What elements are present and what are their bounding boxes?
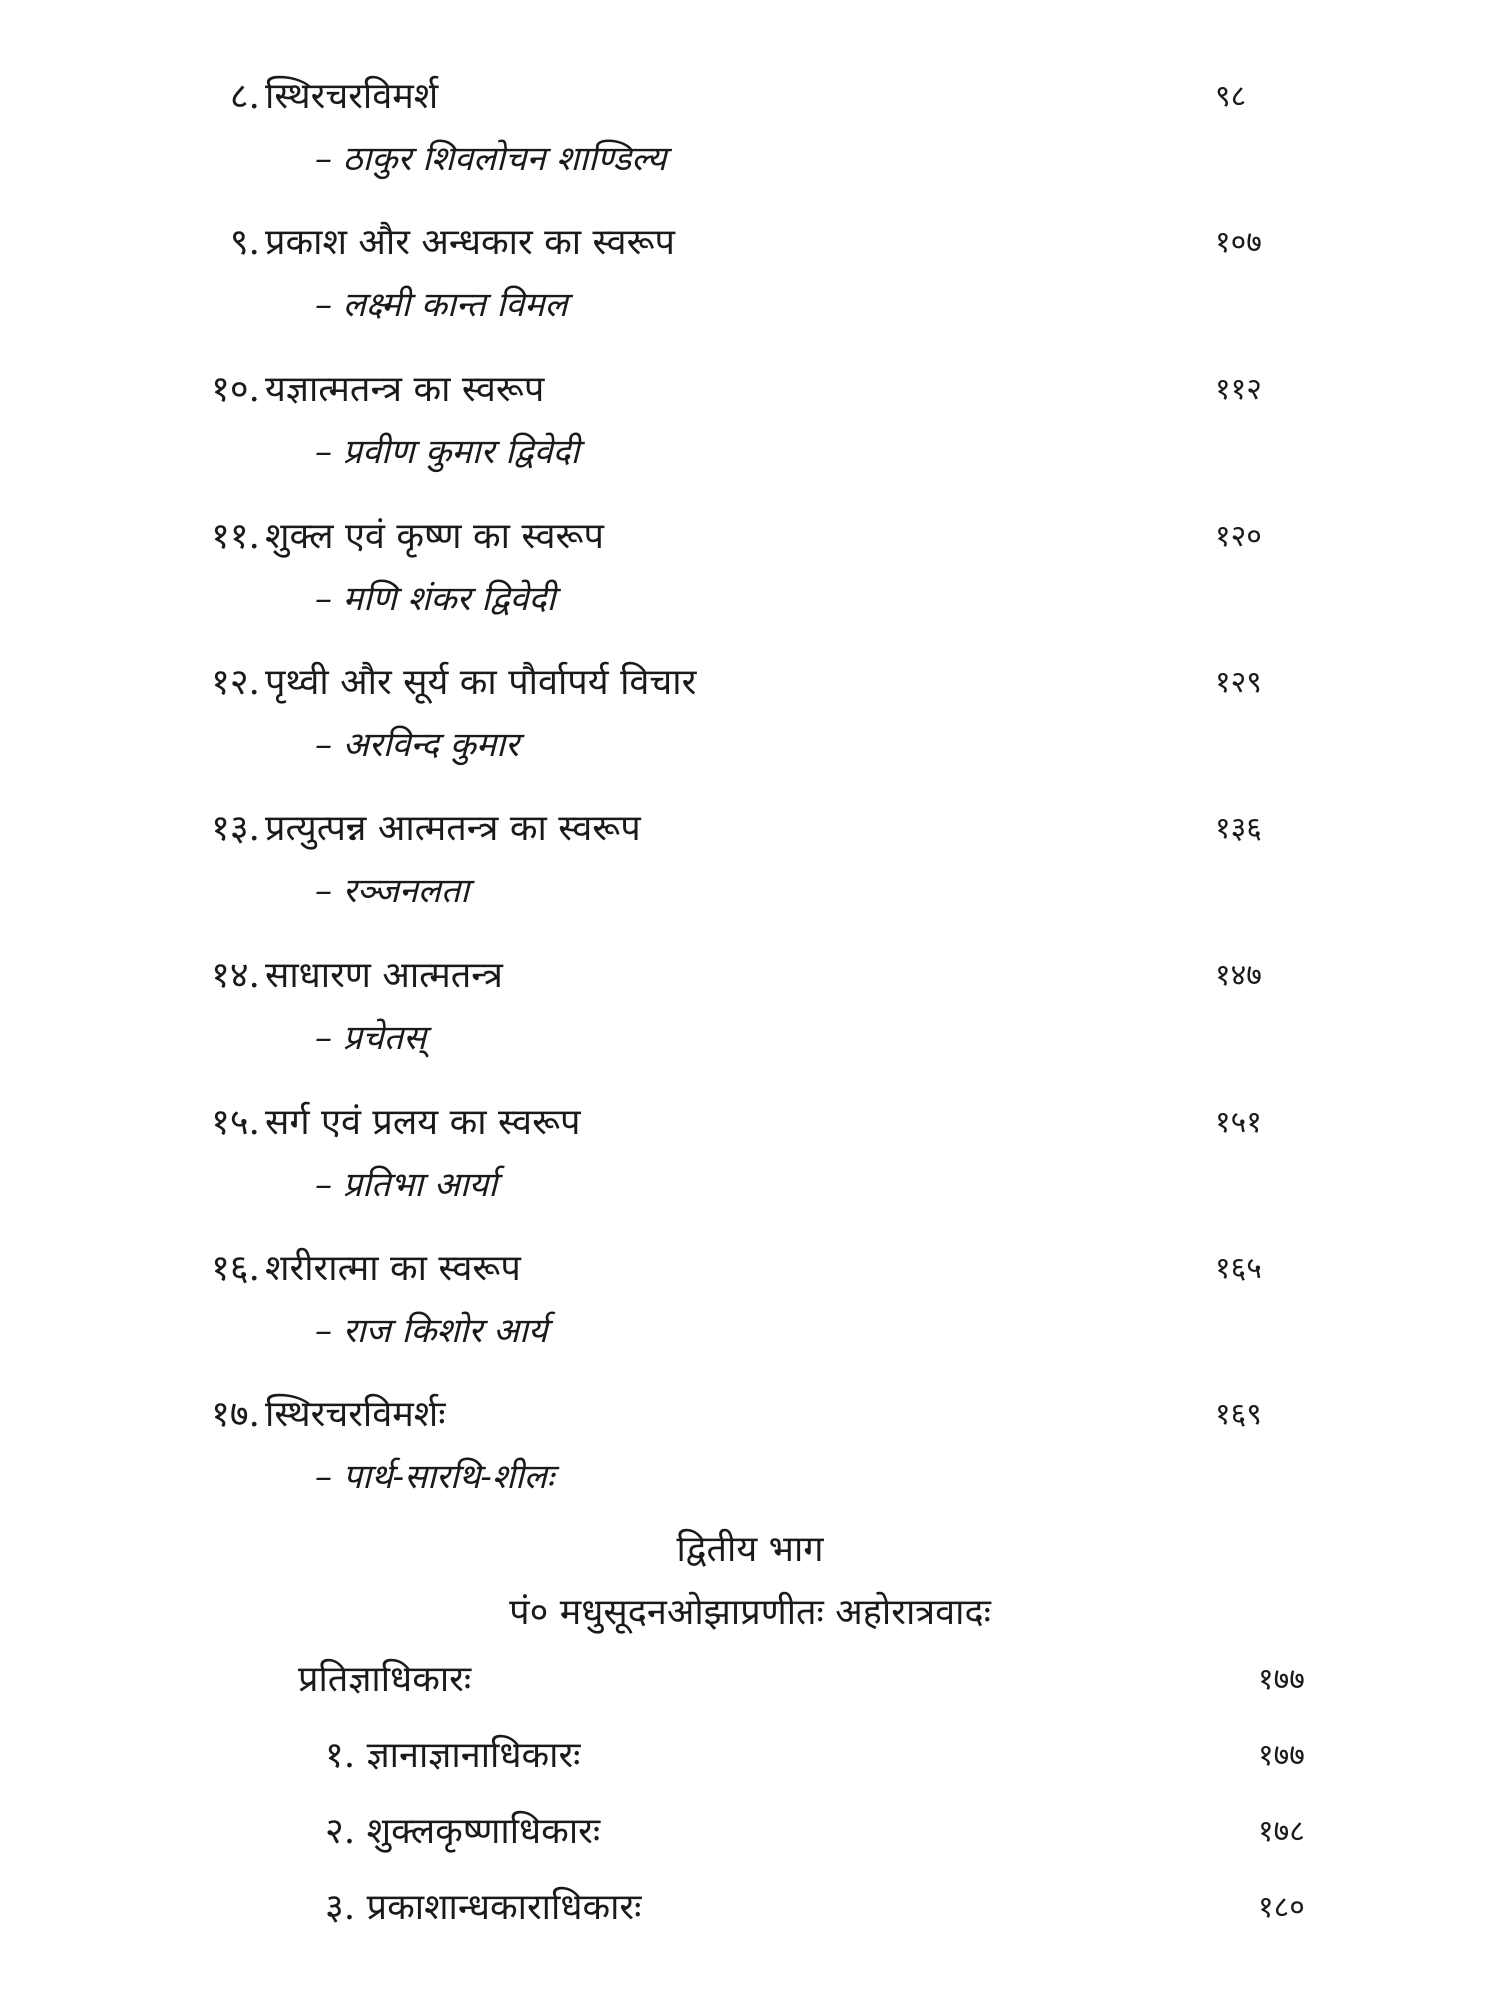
- entry-number: ८.: [229, 76, 260, 117]
- entry-number: १२.: [211, 662, 260, 703]
- sub-entry-page-number: १७७: [1258, 1738, 1305, 1773]
- entry-number: १७.: [211, 1394, 260, 1435]
- entry-title: सर्ग एवं प्रलय का स्वरूप: [265, 1102, 581, 1143]
- entry-number: १५.: [211, 1102, 260, 1143]
- sub-entry-page-number: १७७: [1258, 1662, 1305, 1697]
- entry-author: – राज किशोर आर्य: [315, 1311, 548, 1351]
- sub-entry-title: १. ज्ञानाज्ञानाधिकारः: [325, 1735, 581, 1776]
- entry-number: १३.: [211, 808, 260, 849]
- sub-entry-1: [0, 1731, 1500, 1791]
- entry-title: प्रत्युत्पन्न आत्मतन्त्र का स्वरूप: [265, 808, 641, 849]
- sub-entry-3: [0, 1883, 1500, 1943]
- entry-author: – लक्ष्मी कान्त विमल: [315, 285, 568, 325]
- entry-number: १६.: [211, 1248, 260, 1289]
- section-subheading: पं० मधुसूदनओझाप्रणीतः अहोरात्रवादः: [509, 1592, 991, 1633]
- entry-page-number: १६९: [1215, 1397, 1262, 1432]
- entry-title: पृथ्वी और सूर्य का पौर्वापर्य विचार: [265, 662, 697, 703]
- toc-entry-15: [0, 1098, 1500, 1238]
- entry-page-number: १२०: [1215, 519, 1262, 554]
- entry-page-number: १३६: [1215, 811, 1262, 846]
- entry-title: स्थिरचरविमर्श: [265, 76, 439, 117]
- entry-page-number: ९८: [1215, 79, 1247, 114]
- toc-entry-10: [0, 365, 1500, 505]
- sub-entry-pratijna: [0, 1655, 1500, 1715]
- entry-author: – मणि शंकर द्विवेदी: [315, 579, 556, 619]
- toc-entry-17: [0, 1390, 1500, 1530]
- sub-entry-title: २. शुक्लकृष्णाधिकारः: [325, 1811, 601, 1852]
- toc-entry-13: [0, 804, 1500, 944]
- section-heading: द्वितीय भाग: [676, 1529, 824, 1570]
- entry-title: प्रकाश और अन्धकार का स्वरूप: [265, 222, 675, 263]
- entry-author: – प्रवीण कुमार द्विवेदी: [315, 432, 580, 472]
- entry-number: १०.: [211, 369, 260, 410]
- entry-page-number: ११२: [1215, 372, 1262, 407]
- entry-author: – प्रतिभा आर्या: [315, 1165, 498, 1205]
- toc-entry-8: [0, 72, 1500, 212]
- entry-title: साधारण आत्मतन्त्र: [265, 955, 503, 996]
- entry-author: – अरविन्द कुमार: [315, 725, 519, 765]
- sub-entry-2: [0, 1807, 1500, 1867]
- entry-number: ११.: [211, 516, 260, 557]
- toc-entry-9: [0, 218, 1500, 358]
- toc-entry-14: [0, 951, 1500, 1091]
- entry-author: – पार्थ-सारथि-शीलः: [315, 1457, 554, 1497]
- entry-title: शुक्ल एवं कृष्ण का स्वरूप: [265, 516, 604, 557]
- entry-page-number: १५१: [1215, 1105, 1262, 1140]
- entry-author: – रञ्जनलता: [315, 871, 470, 911]
- entry-title: स्थिरचरविमर्शः: [265, 1394, 446, 1435]
- toc-entry-11: [0, 512, 1500, 652]
- entry-page-number: १४७: [1215, 958, 1262, 993]
- toc-entry-16: [0, 1244, 1500, 1384]
- entry-page-number: १२९: [1215, 665, 1262, 700]
- sub-entry-page-number: १७८: [1258, 1814, 1305, 1849]
- entry-number: ९.: [229, 222, 260, 263]
- entry-author: – ठाकुर शिवलोचन शाण्डिल्य: [315, 139, 667, 179]
- toc-entry-12: [0, 658, 1500, 798]
- entry-title: शरीरात्मा का स्वरूप: [265, 1248, 521, 1289]
- sub-entry-page-number: १८०: [1258, 1890, 1305, 1925]
- entry-page-number: १६५: [1215, 1251, 1262, 1286]
- entry-number: १४.: [211, 955, 260, 996]
- entry-title: यज्ञात्मतन्त्र का स्वरूप: [265, 369, 545, 410]
- sub-entry-title: प्रतिज्ञाधिकारः: [298, 1659, 472, 1700]
- entry-page-number: १०७: [1215, 225, 1262, 260]
- entry-author: – प्रचेतस्: [315, 1018, 427, 1058]
- sub-entry-title: ३. प्रकाशान्धकाराधिकारः: [325, 1887, 642, 1928]
